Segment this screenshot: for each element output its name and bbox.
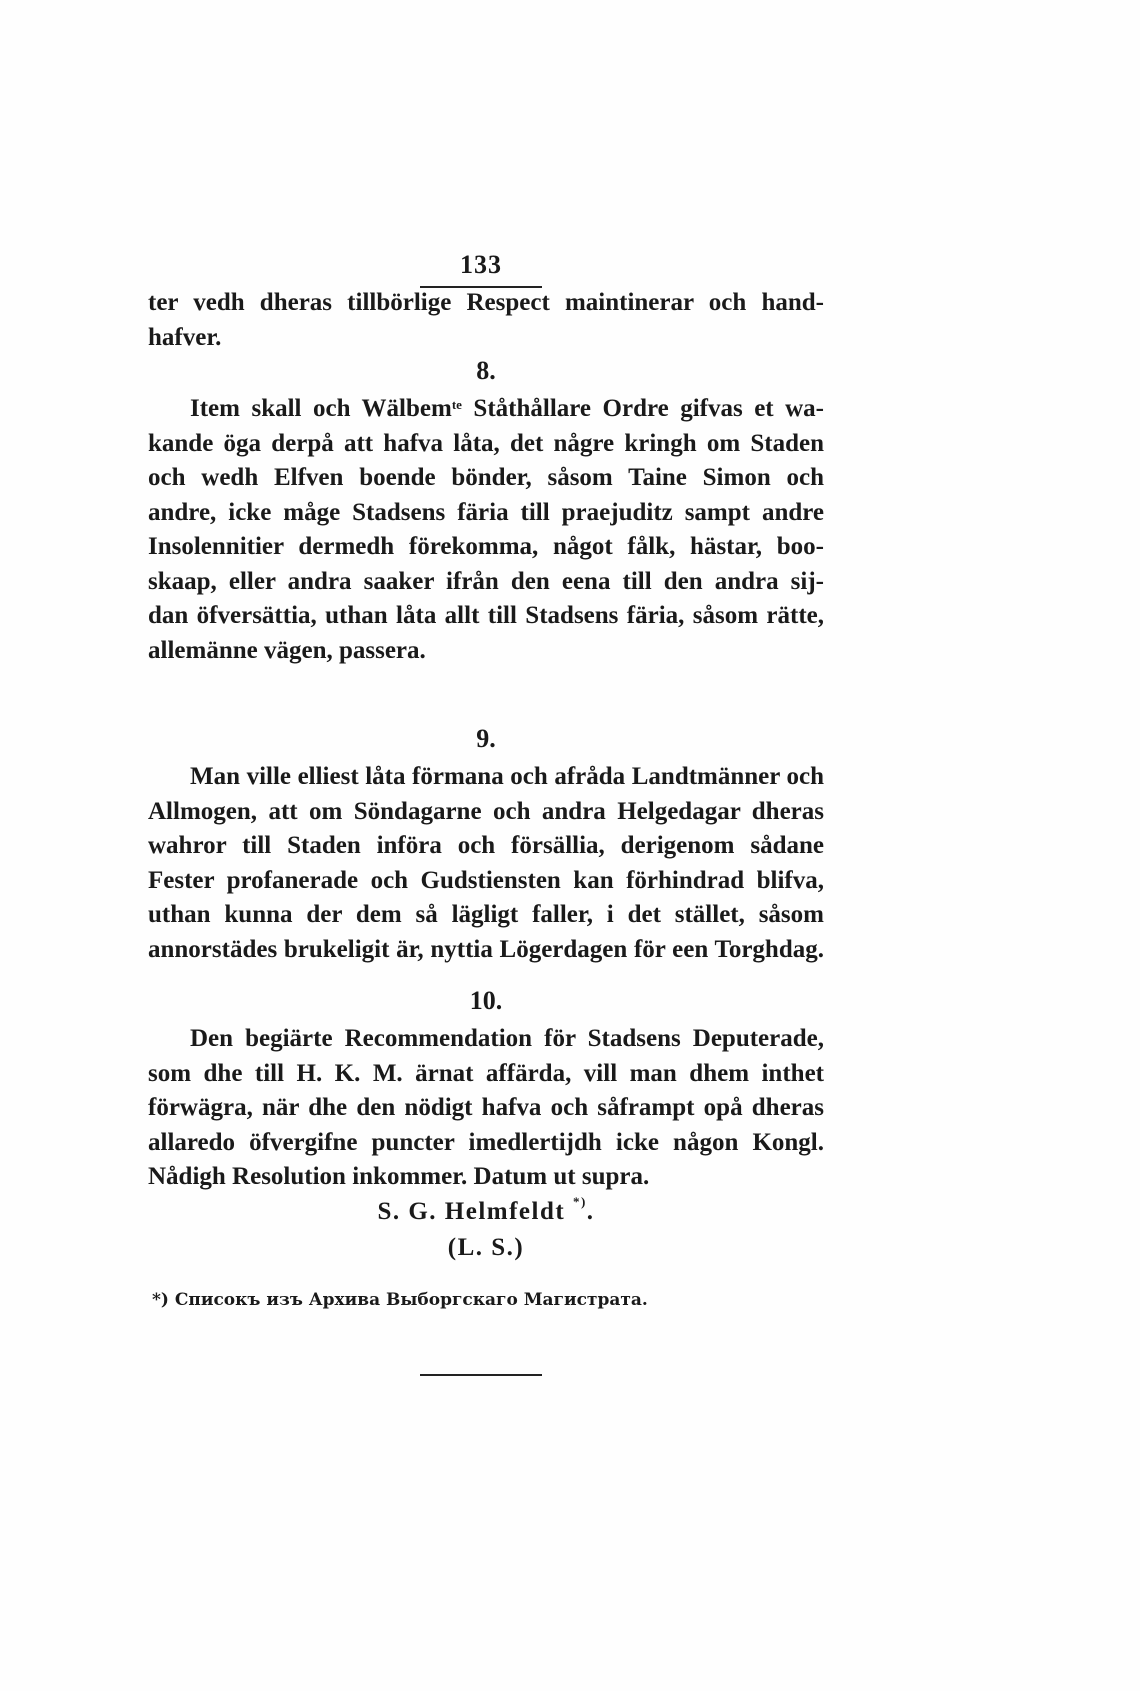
text-line: andre, icke måge Stadsens färia till praejuditz sampt andre [148, 498, 824, 526]
signature-name: S. G. Helmfeldt [377, 1198, 566, 1225]
text-line: ter vedh dheras tillbörlige Respect maintinerar och hand- [148, 289, 824, 316]
text-line: förwägra, när dhe den nödigt hafva och såframpt opå dheras [148, 1094, 824, 1121]
section-number-9: 9. [476, 724, 496, 753]
page-number: 133 [460, 250, 502, 279]
footer-rule [420, 1374, 542, 1376]
text-line: hafver. [148, 323, 222, 351]
text-line: som dhe till H. K. M. ärnat affärda, vill man dhem inthet [148, 1059, 824, 1087]
seal-mark: (L. S.) [447, 1234, 525, 1261]
footnote-text: Списокъ изъ Архива Выборгскаго Магистрата. [174, 1290, 648, 1310]
text-line: allaredo öfvergifne puncter imedlertijdh icke någon Kongl. [148, 1128, 824, 1156]
text-line: Fester profanerade och Gudstiensten kan förhindrad blifva, [148, 866, 824, 894]
footnote [152, 1290, 648, 1310]
text-line: Allmogen, att om Söndagarne och andra Helgedagar dheras [148, 797, 824, 825]
text-line: och wedh Elfven boende bönder, såsom Taine Simon och [148, 464, 824, 491]
text-line: uthan kunna der dem så lägligt faller, i det stället, såsom [148, 901, 824, 928]
section-10-paragraph [148, 1022, 824, 1195]
text-line: wahror till Staden införa och försällia, derigenom sådane [148, 832, 824, 859]
footnote-mark: *) [572, 1194, 587, 1209]
text-line: kande öga derpå att hafva låta, det någre kringh om Staden [148, 429, 824, 457]
text-line: Den begiärte Recommendation för Stadsens Deputerade, [190, 1025, 824, 1052]
text-line: Insolennitier dermedh förekomma, något fålk, hästar, boo- [148, 533, 824, 560]
text-line: skaap, eller andra saaker ifrån den eena till den andra sij- [148, 567, 824, 595]
text-line: annorstädes brukeligit är, nyttia Lögerdagen för een Torghdag. [148, 935, 824, 963]
section-number-8: 8. [476, 356, 496, 385]
section-9-paragraph [148, 760, 824, 967]
intro-paragraph [148, 286, 824, 355]
signature: S. G. Helmfeldt *). [377, 1194, 595, 1225]
text-line: allemänne vägen, passera. [148, 636, 426, 664]
text-line: Nådigh Resolution inkommer. Datum ut supra. [148, 1163, 650, 1190]
section-number-10: 10. [469, 986, 503, 1015]
footnote-marker: *) [152, 1290, 169, 1310]
text-line: Item skall och Wälbem$^{te}$ Ståthållare Ordre gifvas et wa- [190, 395, 824, 422]
section-8-paragraph [148, 392, 824, 668]
superscript: te [451, 397, 462, 412]
text-line: dan öfversättia, uthan låta allt till Stadsens färia, såsom rätte, [148, 602, 824, 629]
text-line: Man ville elliest låta förmana och afråda Landtmänner och [190, 763, 824, 790]
